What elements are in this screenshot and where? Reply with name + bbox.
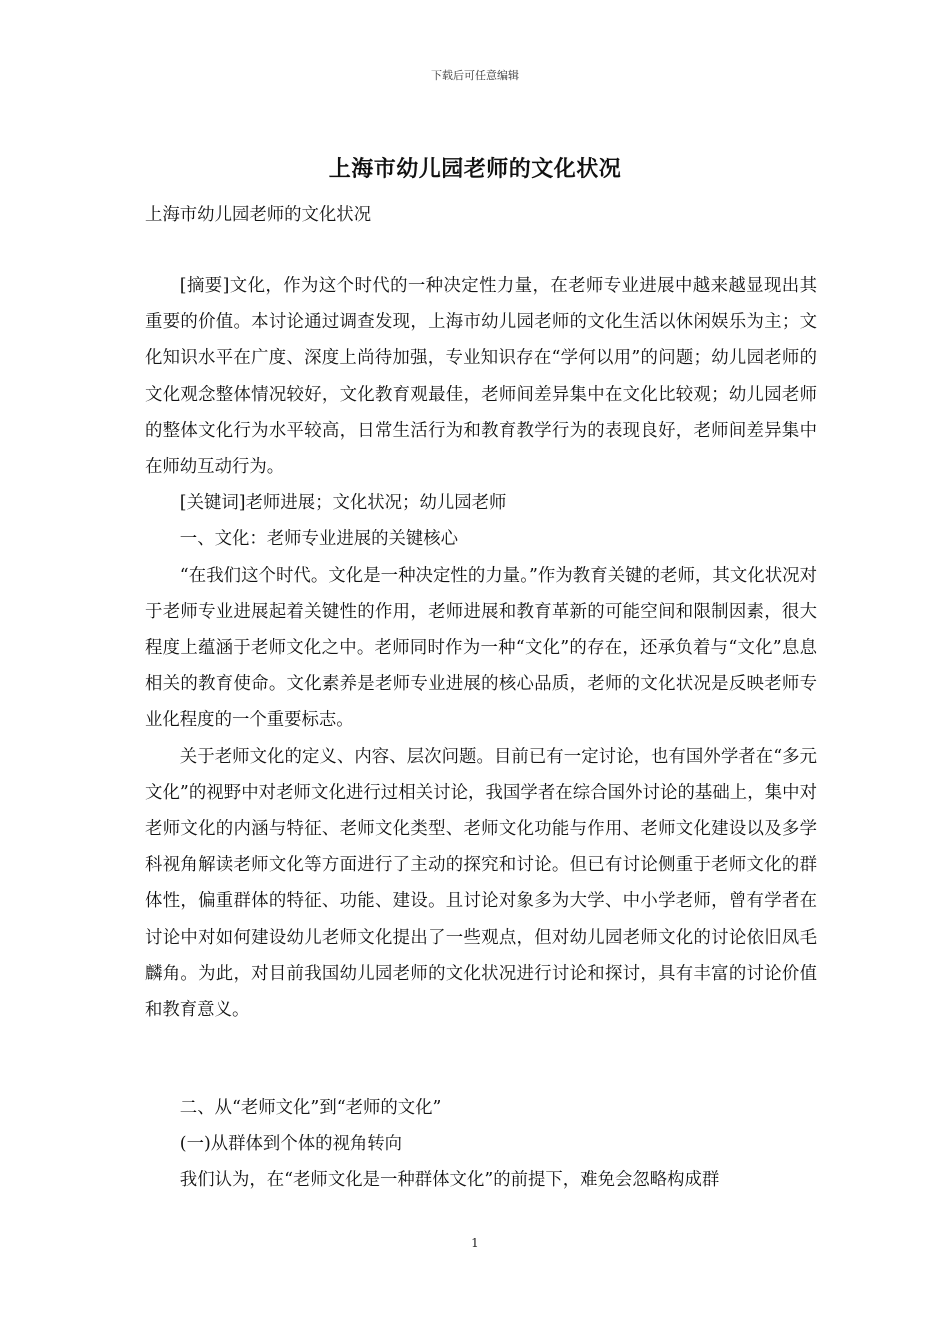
document-title: 上海市幼儿园老师的文化状况 xyxy=(328,156,622,182)
section-heading-2: 二、从“老师文化”到“老师的文化” xyxy=(179,1098,442,1118)
body-block-2 xyxy=(145,1090,817,1199)
body-paragraph: “在我们这个时代。文化是一种决定性的力量。”作为教育关键的老师，其文化状况对于老师专业进展起着关键性的作用，老师进展和教育革新的可能空间和限制因素，很大程度上蕴涵于老师文化之中。老师同时作为一种“文化”的存在，还承负着与“文化”息息相关的教育使命。文化素养是老师专业进展的核心品质，老师的文化状况是反映老师专业化程度的一个重要标志。 xyxy=(145,565,817,731)
body-paragraph: 我们认为，在“老师文化是一种群体文化”的前提下，难免会忽略构成群 xyxy=(179,1170,720,1191)
section-heading-1: 一、文化：老师专业进展的关键核心 xyxy=(179,529,459,550)
body-block-1 xyxy=(145,268,817,1028)
body-paragraph: 关于老师文化的定义、内容、层次问题。目前已有一定讨论，也有国外学者在“多元文化”的视野中对老师文化进行过相关讨论，我国学者在综合国外讨论的基础上，集中对老师文化的内涵与特征、老师文化类型、老师文化功能与作用、老师文化建设以及多学科视角解读老师文化等方面进行了主动的探究和讨论。但已有讨论侧重于老师文化的群体性，偏重群体的特征、功能、建设。且讨论对象多为大学、中小学老师，曾有学者在讨论中对如何建设幼儿老师文化提出了一些观点，但对幼儿园老师文化的讨论依旧凤毛麟角。为此，对目前我国幼儿园老师的文化状况进行讨论和探讨，具有丰富的讨论价值和教育意义。 xyxy=(145,746,817,1021)
abstract-paragraph: [摘要]文化，作为这个时代的一种决定性力量，在老师专业进展中越来越显现出其重要的价值。本讨论通过调查发现，上海市幼儿园老师的文化生活以休闲娱乐为主；文化知识水平在广度、深度上尚待加强，专业知识存在“学何以用”的问题；幼儿园老师的文化观念整体情况较好，文化教育观最佳，老师间差异集中在文化比较观；幼儿园老师的整体文化行为水平较高，日常生活行为和教育教学行为的表现良好，老师间差异集中在师幼互动行为。 xyxy=(145,276,817,478)
document-subtitle: 上海市幼儿园老师的文化状况 xyxy=(145,205,372,225)
header-note: 下载后可任意编辑 xyxy=(431,69,519,82)
subsection-heading: (一)从群体到个体的视角转向 xyxy=(179,1134,403,1155)
keywords-paragraph: [关键词]老师进展；文化状况；幼儿园老师 xyxy=(179,493,507,514)
page-number: 1 xyxy=(471,1236,479,1250)
